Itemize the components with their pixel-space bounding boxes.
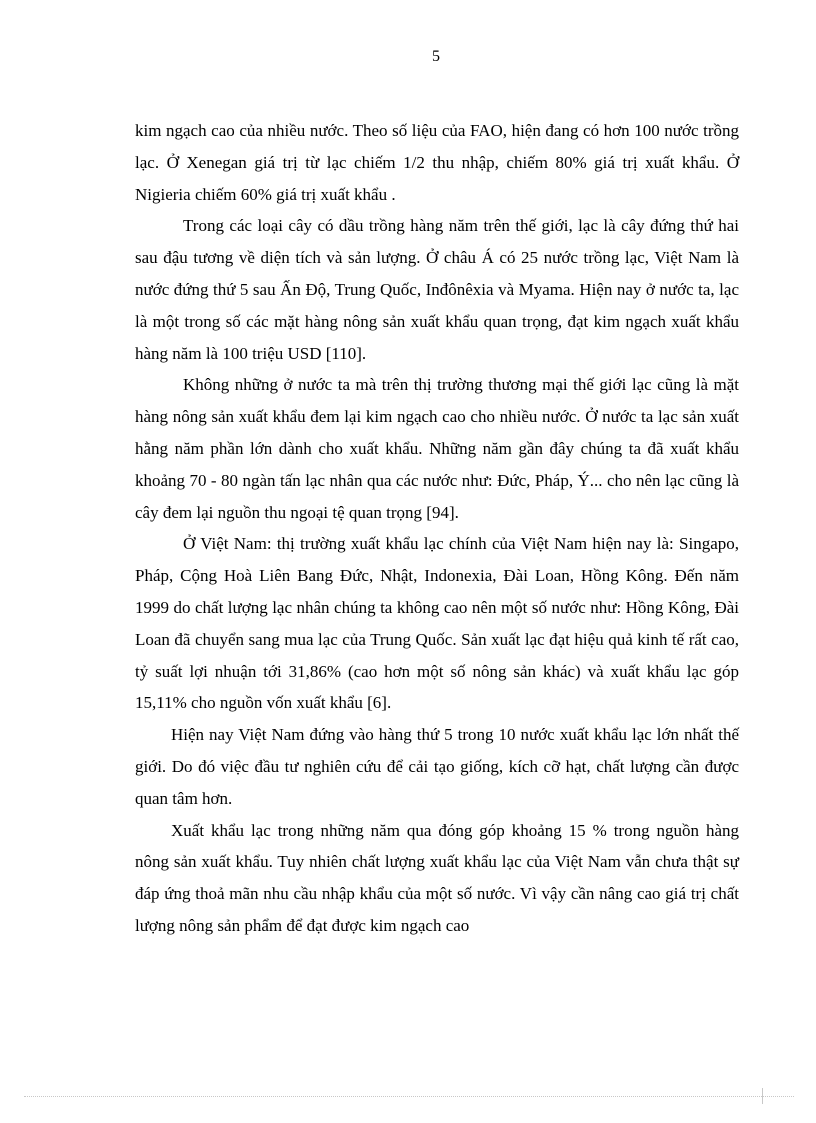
paragraph-4: Ở Việt Nam: thị trường xuất khẩu lạc chính của Việt Nam hiện nay là: Singapo, Pháp, Cộng Hoà Liên Bang Đức, Nhật, Indonexia, Đài Loan, Hồng Kông. Đến năm 1999 do chất lượng lạc nhân chúng ta không cao nên một số nước như: Hồng Kông, Đài Loan đã chuyển sang mua lạc của Trung Quốc. Sản xuất lạc đạt hiệu quả kinh tế rất cao, tỷ suất lợi nhuận tới 31,86% (cao hơn một số nông sản khác) và xuất khẩu lạc góp 15,11% cho nguồn vốn xuất khẩu [6].	[135, 534, 739, 713]
paragraph-5: Hiện nay Việt Nam đứng vào hàng thứ 5 trong 10 nước xuất khẩu lạc lớn nhất thế giới. Do đó việc đầu tư nghiên cứu để cải tạo giống, kích cỡ hạt, chất lượng cần được quan tâm hơn.	[135, 725, 739, 808]
paragraph-1: kim ngạch cao của nhiều nước. Theo số liệu của FAO, hiện đang có hơn 100 nước trồng lạc. Ở Xenegan giá trị từ lạc chiếm 1/2 thu nhập, chiếm 80% giá trị xuất khẩu. Ở Nigieria chiếm 60% giá trị xuất khẩu .	[135, 121, 739, 204]
page-boundary-divider	[24, 1096, 794, 1097]
paragraph-3: Không những ở nước ta mà trên thị trường thương mại thế giới lạc cũng là mặt hàng nông sản xuất khẩu đem lại kim ngạch cao cho nhiều nước. Ở nước ta lạc sản xuất hằng năm phần lớn dành cho xuất khẩu. Những năm gần đây chúng ta đã xuất khẩu khoảng 70 - 80 ngàn tấn lạc nhân qua các nước như: Đức, Pháp, Ý... cho nên lạc cũng là cây đem lại nguồn thu ngoại tệ quan trọng [94].	[135, 375, 739, 522]
page-number: 5	[432, 48, 440, 65]
paragraph-2: Trong các loại cây có dầu trồng hàng năm trên thế giới, lạc là cây đứng thứ hai sau đậu tương về diện tích và sản lượng. Ở châu Á có 25 nước trồng lạc, Việt Nam là nước đứng thứ 5 sau Ấn Độ, Trung Quốc, Inđônêxia và Myama. Hiện nay ở nước ta, lạc là một trong số các mặt hàng nông sản xuất khẩu quan trọng, đạt kim ngạch xuất khẩu hàng năm là 100 triệu USD [110].	[135, 216, 739, 363]
page-boundary-marker	[762, 1088, 763, 1104]
document-body	[135, 115, 739, 942]
paragraph-6: Xuất khẩu lạc trong những năm qua đóng góp khoảng 15 % trong nguồn hàng nông sản xuất khẩu. Tuy nhiên chất lượng xuất khẩu lạc của Việt Nam vẫn chưa thật sự đáp ứng thoả mãn nhu cầu nhập khẩu của một số nước. Vì vậy cần nâng cao giá trị chất lượng nông sản phẩm để đạt được kim ngạch cao	[135, 820, 739, 935]
